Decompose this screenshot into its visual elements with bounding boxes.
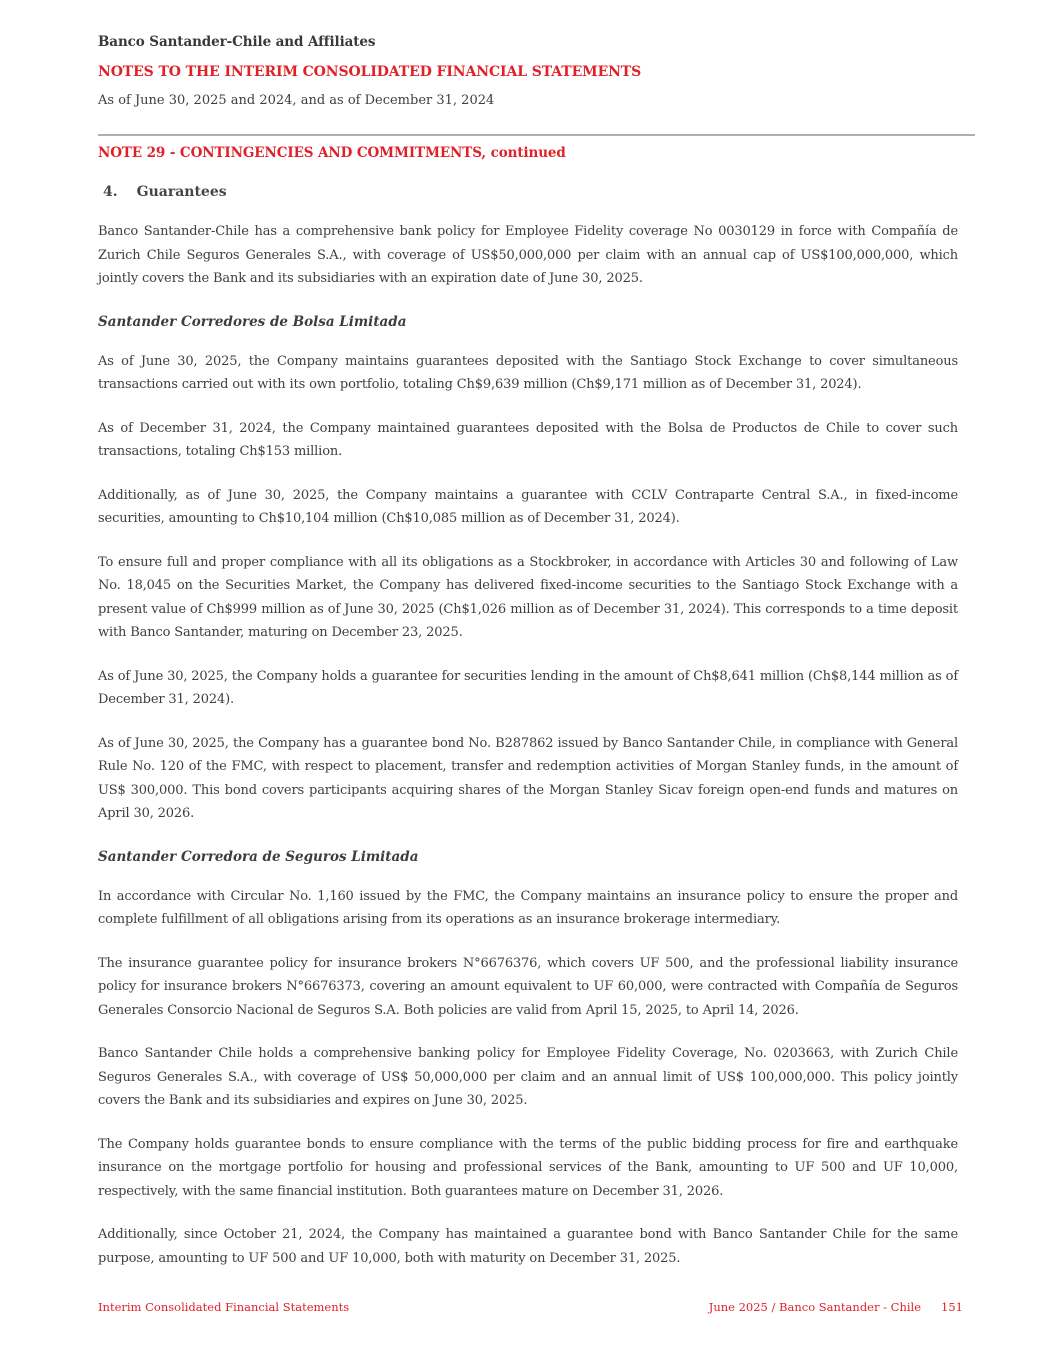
paragraph-insurance-broker-policies: The insurance guarantee policy for insurance brokers N°6676376, which covers UF 500, and the professional liability insurance policy for insurance brokers N°6676373, covering an amount equivalent to UF 60,000, were contracted with Compañía de Seguros Generales Consorcio Nacional de Seguros S.A. Both policies are valid from April 15, 2025, to April 14, 2026. xyxy=(98,955,958,1018)
note-heading: NOTE 29 - CONTINGENCIES AND COMMITMENTS, continued xyxy=(98,145,566,161)
paragraph-fidelity-policy: Banco Santander-Chile has a comprehensive bank policy for Employee Fidelity coverage No 0030129 in force with Compañía de Zurich Chile Seguros Generales S.A., with coverage of US$50,000,000 per claim with an annual cap of US$100,000,000, which jointly covers the Bank and its subsidiaries with an expiration date of June 30, 2025. xyxy=(98,224,958,286)
page-footer xyxy=(98,1300,963,1314)
page-number: 151 xyxy=(941,1300,963,1314)
subheading-corredores-de-bolsa: Santander Corredores de Bolsa Limitada xyxy=(98,313,407,330)
section-number: 4. xyxy=(103,184,118,200)
paragraph-bolsa-de-productos: As of December 31, 2024, the Company maintained guarantees deposited with the Bolsa de Productos de Chile to cover such transactions, totaling Ch$153 million. xyxy=(98,420,958,459)
subheading-corredora-de-seguros: Santander Corredora de Seguros Limitada xyxy=(98,848,419,865)
date-line: As of June 30, 2025 and 2024, and as of December 31, 2024 xyxy=(98,93,495,108)
section-divider xyxy=(98,134,975,136)
paragraph-guarantee-bond-october: Additionally, since October 21, 2024, the Company has maintained a guarantee bond with Banco Santander Chile for the same purpose, amounting to UF 500 and UF 10,000, both with maturity on December 31, 2025. xyxy=(98,1227,958,1266)
paragraph-santiago-stock-exchange: As of June 30, 2025, the Company maintains guarantees deposited with the Santiago Stock Exchange to cover simultaneous transactions carried out with its own portfolio, totaling Ch$9,639 million (Ch$9,171 million as of December 31, 2024). xyxy=(98,353,958,392)
footer-right-text: June 2025 / Banco Santander - Chile xyxy=(708,1300,922,1314)
page-content xyxy=(98,34,958,1270)
footer-left-text: Interim Consolidated Financial Statements xyxy=(98,1300,350,1314)
paragraph-stockbroker-compliance: To ensure full and proper compliance with all its obligations as a Stockbroker, in accordance with Articles 30 and following of Law No. 18,045 on the Securities Market, the Company has delivered fixed-income securities to the Santiago Stock Exchange with a present value of Ch$999 million as of June 30, 2025 (Ch$1,026 million as of December 31, 2024). This corresponds to a time deposit with Banco Santander, maturing on December 23, 2025. xyxy=(98,554,958,640)
paragraph-circular-1160: In accordance with Circular No. 1,160 issued by the FMC, the Company maintains an insurance policy to ensure the proper and complete fulfillment of all obligations arising from its operations as an insurance brokerage intermediary. xyxy=(98,888,958,927)
section-heading xyxy=(98,184,958,200)
company-name: Banco Santander-Chile and Affiliates xyxy=(98,34,376,50)
paragraph-securities-lending: As of June 30, 2025, the Company holds a guarantee for securities lending in the amount of Ch$8,641 million (Ch$8,144 million as of December 31, 2024). xyxy=(98,668,958,707)
footer-right-group xyxy=(709,1300,963,1314)
paragraph-cclv-guarantee: Additionally, as of June 30, 2025, the Company maintains a guarantee with CCLV Contraparte Central S.A., in fixed-income securities, amounting to Ch$10,104 million (Ch$10,085 million as of December 31, 2024). xyxy=(98,487,958,526)
paragraph-public-bidding-bonds: The Company holds guarantee bonds to ensure compliance with the terms of the public bidding process for fire and earthquake insurance on the mortgage portfolio for housing and professional services of the Bank, amounting to UF 500 and UF 10,000, respectively, with the same financial institution. Both guarantees mature on December 31, 2026. xyxy=(98,1136,958,1199)
paragraph-banking-policy-0203663: Banco Santander Chile holds a comprehensive banking policy for Employee Fidelity Coverage, No. 0203663, with Zurich Chile Seguros Generales S.A., with coverage of US$ 50,000,000 per claim and an annual limit of US$ 100,000,000. This policy jointly covers the Bank and its subsidiaries and expires on June 30, 2025. xyxy=(98,1046,958,1108)
document-title: NOTES TO THE INTERIM CONSOLIDATED FINANCIAL STATEMENTS xyxy=(98,64,642,80)
section-title: Guarantees xyxy=(136,184,227,200)
paragraph-guarantee-bond-morgan-stanley: As of June 30, 2025, the Company has a guarantee bond No. B287862 issued by Banco Santander Chile, in compliance with General Rule No. 120 of the FMC, with respect to placement, transfer and redemption activities of Morgan Stanley funds, in the amount of US$ 300,000. This bond covers participants acquiring shares of the Morgan Stanley Sicav foreign open-end funds and matures on April 30, 2026. xyxy=(98,735,958,821)
